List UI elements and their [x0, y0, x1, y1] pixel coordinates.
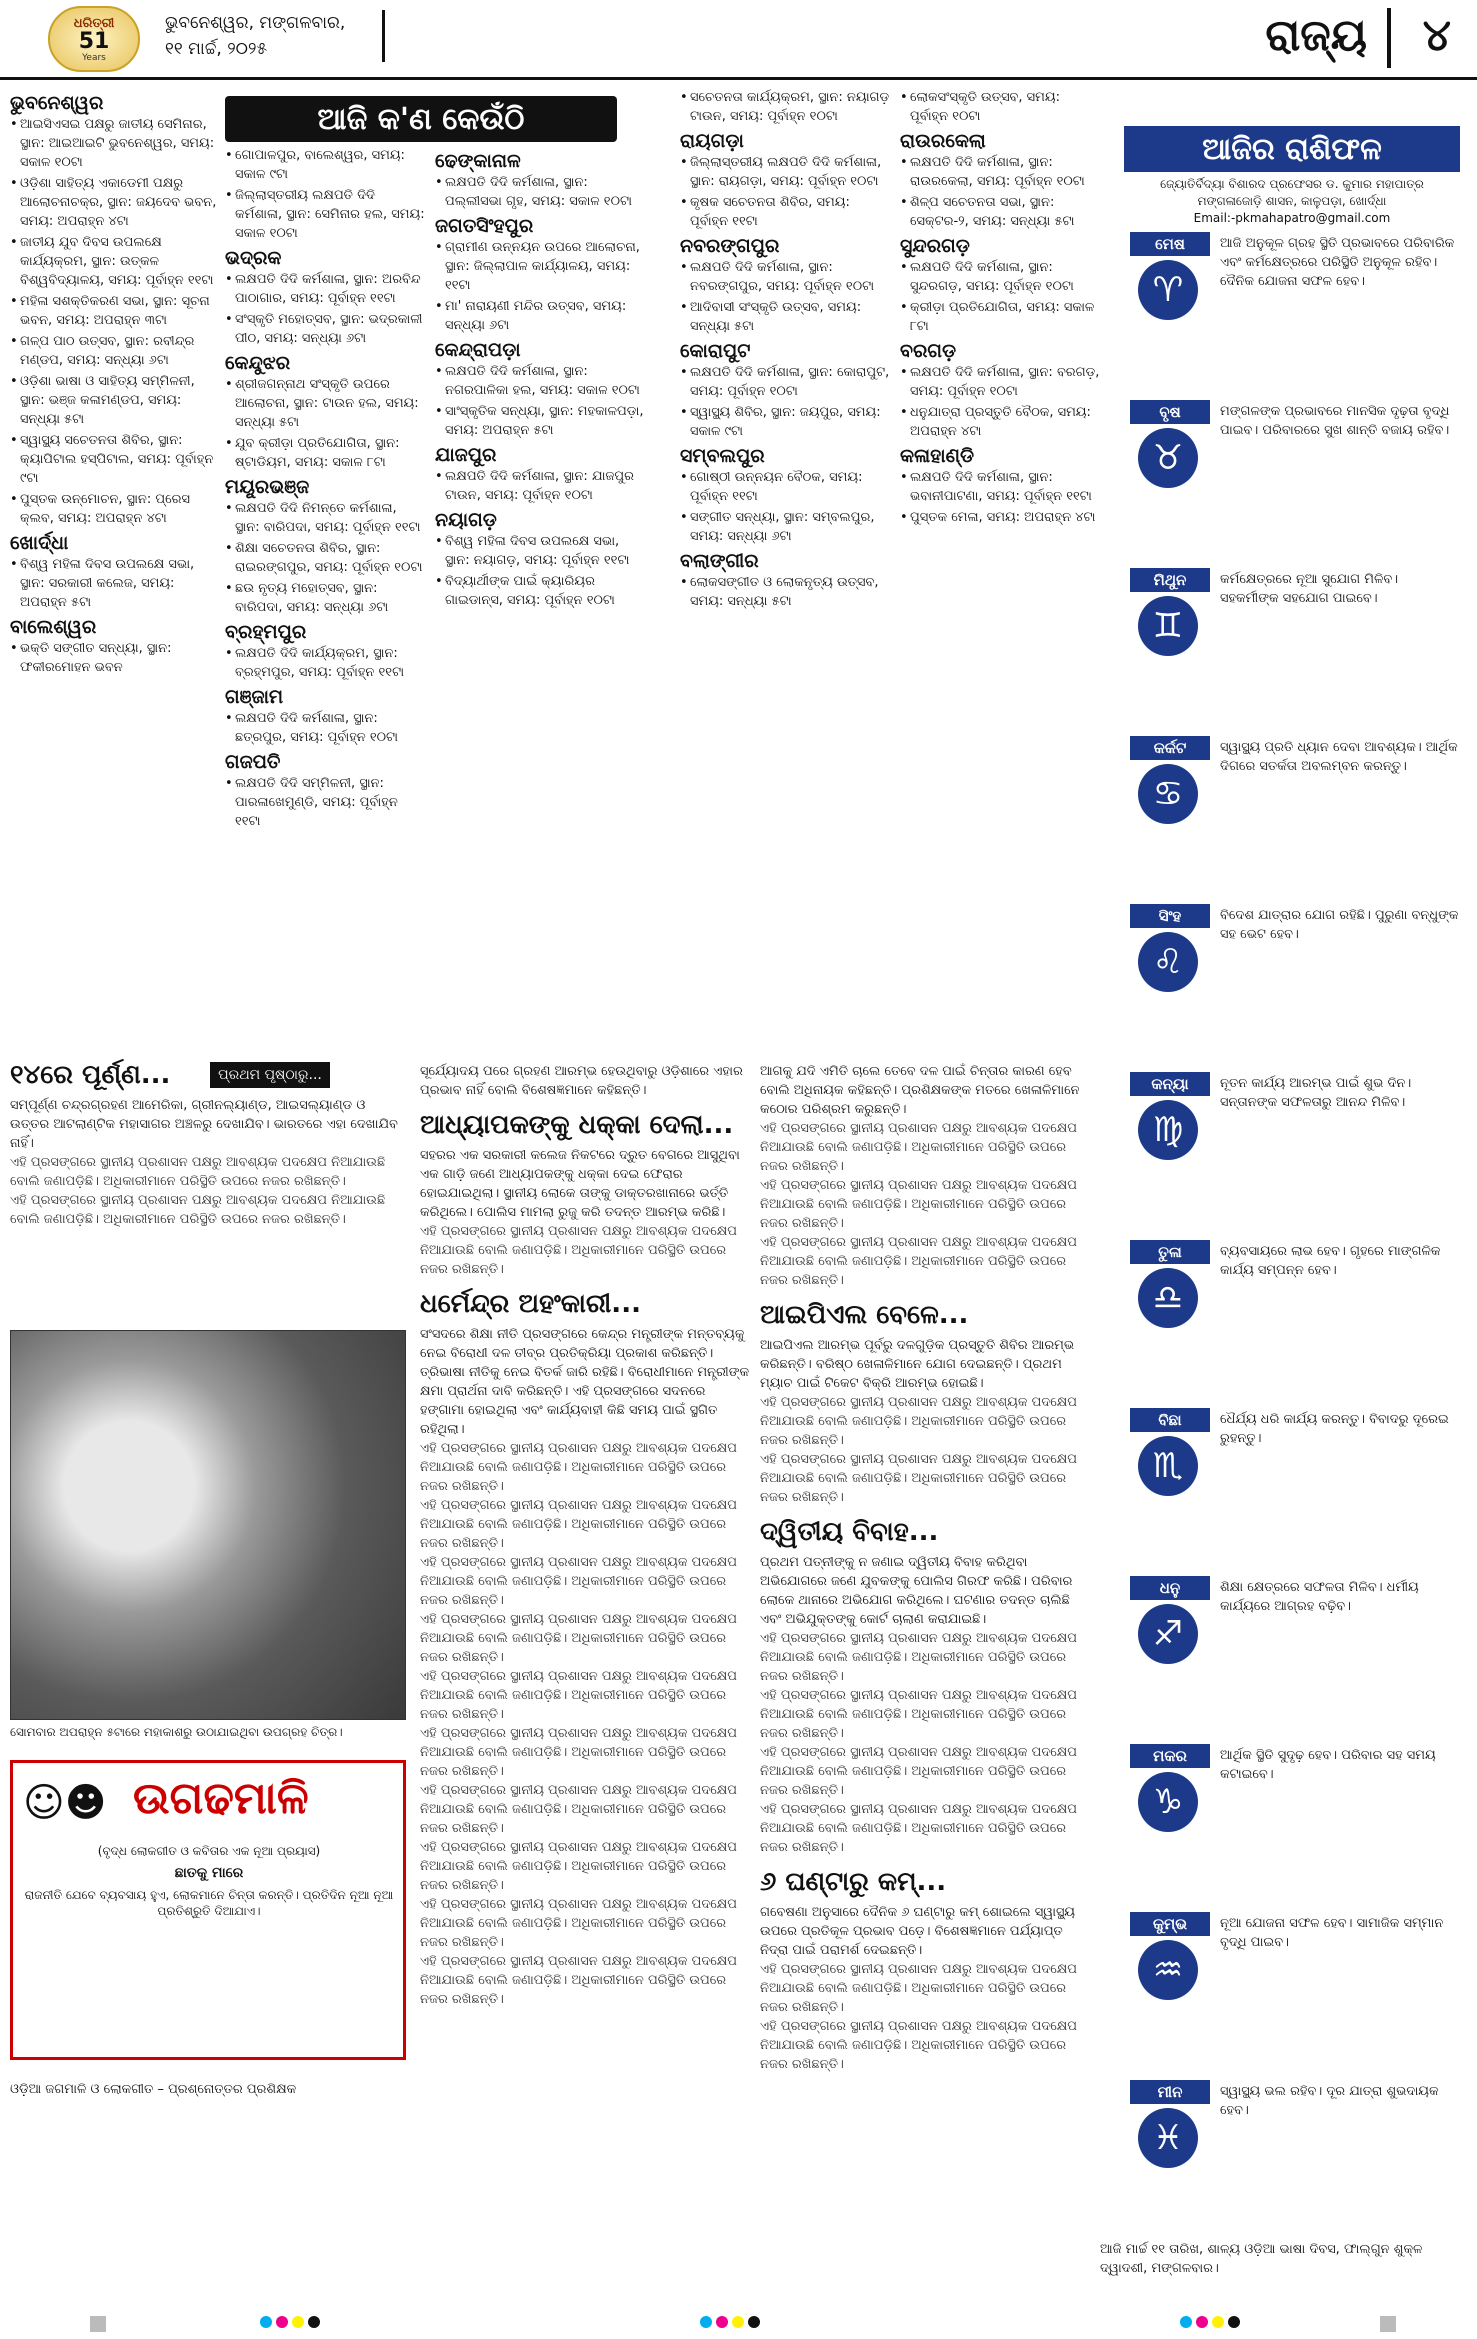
- zodiac-symbol-icon: ♋: [1138, 764, 1198, 824]
- event-item: • ସ୍ୱାସ୍ଥ୍ୟ ଶିବିର, ସ୍ଥାନ: ଜୟପୁର, ସମୟ: ସକାଳ ୯ଟା: [680, 403, 890, 441]
- zodiac-sign: [1100, 568, 1460, 740]
- article-body: [10, 1096, 406, 1324]
- article-text: ଏହି ପ୍ରସଙ୍ଗରେ ସ୍ଥାନୀୟ ପ୍ରଶାସନ ପକ୍ଷରୁ ଆବଶ୍ୟକ ପଦକ୍ଷେପ ନିଆଯାଉଛି ବୋଲି ଜଣାପଡ଼ିଛି। ଅଧିକାରୀମାନେ ପରିସ୍ଥିତି ଉପରେ ନଜର ରଖିଛନ୍ତି।: [760, 1688, 1078, 1741]
- comic-subtitle-text: (ବୃଦ୍ଧ ଲୋକଗୀତ ଓ କବିତାର ଏକ ନୂଆ ପ୍ରୟାସ): [97, 1844, 321, 1858]
- events-banner: ଆଜି କ'ଣ କେଉଁଠି: [225, 96, 617, 142]
- event-item: • ପୁସ୍ତକ ମେଳା, ସମୟ: ଅପରାହ୍ନ ୪ଟା: [900, 508, 1100, 527]
- zodiac-name: ମକର: [1130, 1744, 1210, 1768]
- city-heading: ରାୟଗଡ଼ା: [680, 130, 744, 152]
- event-item: • ଲକ୍ଷପତି ଦିଦି କର୍ମଶାଳା, ସ୍ଥାନ: ରାଉରକେଲା, ସମୟ: ପୂର୍ବାହ୍ନ ୧୦ଟା: [900, 153, 1100, 191]
- event-item: • ଲକ୍ଷପତି ଦିଦି କର୍ମଶାଳା, ସ୍ଥାନ: ବରଗଡ଼, ସମୟ: ପୂର୍ବାହ୍ନ ୧୦ଟା: [900, 363, 1100, 401]
- article-text: ଏହି ପ୍ରସଙ୍ଗରେ ସ୍ଥାନୀୟ ପ୍ରଶାସନ ପକ୍ଷରୁ ଆବଶ୍ୟକ ପଦକ୍ଷେପ ନିଆଯାଉଛି ବୋଲି ଜଣାପଡ଼ିଛି। ଅଧିକାରୀମାନେ ପରିସ୍ଥିତି ଉପରେ ନଜର ରଖିଛନ୍ତି।: [420, 1726, 738, 1779]
- logo-badge: [48, 6, 140, 72]
- city-heading: ଯାଜପୁର: [435, 444, 497, 466]
- city-heading: କେନ୍ଦ୍ରାପଡ଼ା: [435, 339, 521, 361]
- dateline-place: ଭୁବନେଶ୍ୱର, ମଙ୍ଗଳବାର,: [165, 13, 346, 33]
- event-item: • ଭକ୍ତି ସଙ୍ଗୀତ ସନ୍ଧ୍ୟା, ସ୍ଥାନ: ଫକୀରମୋହନ ଭବନ: [10, 639, 218, 677]
- article-subhead: ଆଧ୍ୟାପକଙ୍କୁ ଧକ୍କା ଦେଲା...: [420, 1110, 734, 1140]
- event-item: • ଜାତୀୟ ଯୁବ ଦିବସ ଉପଲକ୍ଷେ କାର୍ଯ୍ୟକ୍ରମ, ସ୍ଥାନ: ଉତ୍କଳ ବିଶ୍ୱବିଦ୍ୟାଳୟ, ସମୟ: ପୂର୍ବାହ୍ନ ୧୧ଟା: [10, 233, 218, 290]
- event-item: • ଆଦିବାସୀ ସଂସ୍କୃତି ଉତ୍ସବ, ସମୟ: ସନ୍ଧ୍ୟା ୫ଟା: [680, 298, 890, 336]
- event-item: • ପୁସ୍ତକ ଉନ୍ମୋଚନ, ସ୍ଥାନ: ପ୍ରେସ କ୍ଲବ, ସମୟ: ଅପରାହ୍ନ ୪ଟା: [10, 490, 218, 528]
- event-item: • ଗଳ୍ପ ପାଠ ଉତ୍ସବ, ସ୍ଥାନ: ରବୀନ୍ଦ୍ର ମଣ୍ଡପ, ସମୟ: ସନ୍ଧ୍ୟା ୬ଟା: [10, 332, 218, 370]
- credit-email: Email:-pkmahapatro@gmail.com: [1193, 211, 1391, 225]
- article-subhead: ୬ ଘଣ୍ଟାରୁ କମ୍...: [760, 1867, 947, 1897]
- city-heading: ଗଜପତି: [225, 751, 281, 773]
- zodiac-sign: [1100, 400, 1460, 572]
- event-item: • ମା' ନାରାୟଣୀ ମନ୍ଦିର ଉତ୍ସବ, ସମୟ: ସନ୍ଧ୍ୟା ୬ଟା: [435, 297, 645, 335]
- satellite-weather-map: [10, 1330, 406, 1720]
- event-item: • ଲୋକସଙ୍ଗୀତ ଓ ଲୋକନୃତ୍ୟ ଉତ୍ସବ, ସମୟ: ସନ୍ଧ୍ୟା ୫ଟା: [680, 573, 890, 611]
- event-item: • ସଚେତନତା କାର୍ଯ୍ୟକ୍ରମ, ସ୍ଥାନ: ନୟାଗଡ଼ ଟାଉନ, ସମୟ: ପୂର୍ବାହ୍ନ ୧୦ଟା: [680, 88, 890, 126]
- event-item: • ଶିକ୍ଷା ସଚେତନତା ଶିବିର, ସ୍ଥାନ: ରାଇରଙ୍ଗପୁର, ସମୟ: ପୂର୍ବାହ୍ନ ୧୦ଟା: [225, 539, 425, 577]
- cmyk-dots-icon: [700, 2316, 760, 2332]
- event-item: • ଲକ୍ଷପତି ଦିଦି କର୍ମଶାଳା, ସ୍ଥାନ: ନବରଙ୍ଗପୁର, ସମୟ: ପୂର୍ବାହ୍ନ ୧୦ଟା: [680, 258, 890, 296]
- article-text: ଆଇପିଏଲ ଆରମ୍ଭ ପୂର୍ବରୁ ଦଳଗୁଡ଼ିକ ପ୍ରସ୍ତୁତି ଶିବିର ଆରମ୍ଭ କରିଛନ୍ତି। ବରିଷ୍ଠ ଖେଳାଳିମାନେ ଯୋଗ ଦେଇଛନ୍ତି। ପ୍ରଥମ ମ୍ୟାଚ ପାଇଁ ଟିକେଟ ବିକ୍ରି ଆରମ୍ଭ ହୋଇଛି।: [760, 1338, 1075, 1391]
- event-item: • ଶ୍ରୀଜଗନ୍ନାଥ ସଂସ୍କୃତି ଉପରେ ଆଲୋଚନା, ସ୍ଥାନ: ଟାଉନ ହଲ, ସମୟ: ସନ୍ଧ୍ୟା ୫ଟା: [225, 375, 425, 432]
- city-heading: ନବରଙ୍ଗପୁର: [680, 235, 780, 257]
- event-item: • ସ୍ୱାସ୍ଥ୍ୟ ସଚେତନତା ଶିବିର, ସ୍ଥାନ: କ୍ୟାପିଟାଲ ହସ୍ପିଟାଲ, ସମୟ: ପୂର୍ବାହ୍ନ ୯ଟା: [10, 431, 218, 488]
- events-column: [900, 88, 1100, 1048]
- zodiac-symbol-icon: ♍: [1138, 1100, 1198, 1160]
- event-item: • ଲୋକସଂସ୍କୃତି ଉତ୍ସବ, ସମୟ: ପୂର୍ବାହ୍ନ ୧୦ଟା: [900, 88, 1100, 126]
- zodiac-prediction: ଆର୍ଥିକ ସ୍ଥିତି ସୁଦୃଢ଼ ହେବ। ପରିବାର ସହ ସମୟ କଟାଇବେ।: [1220, 1748, 1436, 1782]
- event-item: • ଲକ୍ଷପତି ଦିଦି କର୍ମଶାଳା, ସ୍ଥାନ: ସୁନ୍ଦରଗଡ଼, ସମୟ: ପୂର୍ବାହ୍ନ ୧୦ଟା: [900, 258, 1100, 296]
- city-heading: ରାଉରକେଲା: [900, 130, 986, 152]
- event-item: • ଛଉ ନୃତ୍ୟ ମହୋତ୍ସବ, ସ୍ଥାନ: ବାରିପଦା, ସମୟ: ସନ୍ଧ୍ୟା ୬ଟା: [225, 579, 425, 617]
- event-item: • ଧନୁଯାତ୍ରା ପ୍ରସ୍ତୁତି ବୈଠକ, ସମୟ: ଅପରାହ୍ନ ୪ଟା: [900, 403, 1100, 441]
- zodiac-symbol-icon: ♏: [1138, 1436, 1198, 1496]
- event-item: • ଲକ୍ଷପତି ଦିଦି ସମ୍ମିଳନୀ, ସ୍ଥାନ: ପାରଳାଖେମୁଣ୍ଡି, ସମୟ: ପୂର୍ବାହ୍ନ ୧୧ଟା: [225, 774, 425, 831]
- comic-box: [10, 1760, 406, 2060]
- event-item: • କ୍ରୀଡ଼ା ପ୍ରତିଯୋଗିତା, ସମୟ: ସକାଳ ୮ଟା: [900, 298, 1100, 336]
- event-item: • ଲକ୍ଷପତି ଦିଦି ନିମନ୍ତେ କର୍ମଶାଳା, ସ୍ଥାନ: ବାରିପଦା, ସମୟ: ପୂର୍ବାହ୍ନ ୧୧ଟା: [225, 499, 425, 537]
- comic-byline: ଓଡ଼ିଆ ଜଗମାଳି ଓ ଲୋକଗୀତ – ପ୍ରଶ୍ନୋତ୍ତର ପ୍ରଶିକ୍ଷକ: [10, 2082, 297, 2097]
- zodiac-prediction: ବିଦେଶ ଯାତ୍ରାର ଯୋଗ ରହିଛି। ପୁରୁଣା ବନ୍ଧୁଙ୍କ ସହ ଭେଟ ହେବ।: [1220, 908, 1459, 942]
- dateline: [165, 10, 385, 62]
- article-text: ଏହି ପ୍ରସଙ୍ଗରେ ସ୍ଥାନୀୟ ପ୍ରଶାସନ ପକ୍ଷରୁ ଆବଶ୍ୟକ ପଦକ୍ଷେପ ନିଆଯାଉଛି ବୋଲି ଜଣାପଡ଼ିଛି। ଅଧିକାରୀମାନେ ପରିସ୍ଥିତି ଉପରେ ନଜର ରଖିଛନ୍ତି।: [760, 1452, 1078, 1505]
- zodiac-name: ମିଥୁନ: [1130, 568, 1210, 592]
- masthead: [0, 0, 1477, 80]
- article-text: ସଂସଦରେ ଶିକ୍ଷା ନୀତି ପ୍ରସଙ୍ଗରେ କେନ୍ଦ୍ର ମନ୍ତ୍ରୀଙ୍କ ମନ୍ତବ୍ୟକୁ ନେଇ ବିରୋଧୀ ଦଳ ତୀବ୍ର ପ୍ରତିକ୍ରିୟା ପ୍ରକାଶ କରିଛନ୍ତି। ତ୍ରିଭାଷା ନୀତିକୁ ନେଇ ବିତର୍କ ଜାରି ରହିଛି। ବିରୋଧୀମାନେ ମନ୍ତ୍ରୀଙ୍କ କ୍ଷମା ପ୍ରାର୍ଥନା ଦାବି କରିଛନ୍ତି। ଏହି ପ୍ରସଙ୍ଗରେ ସଦନରେ ହଙ୍ଗାମା ହୋଇଥିଲା ଏବଂ କାର୍ଯ୍ୟବାହୀ କିଛି ସମୟ ପାଇଁ ସ୍ଥଗିତ ରହିଥିଲା।: [420, 1327, 750, 1437]
- zodiac-sign: [1100, 904, 1460, 1076]
- article-text: ସୂର୍ଯ୍ୟୋଦୟ ପରେ ଗ୍ରହଣ ଆରମ୍ଭ ହେଉଥିବାରୁ ଓଡ଼ିଶାରେ ଏହାର ପ୍ରଭାବ ନାହିଁ ବୋଲି ବିଶେଷଜ୍ଞମାନେ କହିଛନ୍ତି।: [420, 1064, 743, 1098]
- zodiac-sign: [1100, 2080, 1460, 2252]
- article-text: ଏହି ପ୍ରସଙ୍ଗରେ ସ୍ଥାନୀୟ ପ୍ରଶାସନ ପକ୍ଷରୁ ଆବଶ୍ୟକ ପଦକ୍ଷେପ ନିଆଯାଉଛି ବୋଲି ଜଣାପଡ଼ିଛି। ଅଧିକାରୀମାନେ ପରିସ୍ଥିତି ଉପରେ ନଜର ରଖିଛନ୍ତି।: [760, 1395, 1078, 1448]
- article-text: ସହରର ଏକ ସରକାରୀ କଲେଜ ନିକଟରେ ଦ୍ରୁତ ବେଗରେ ଆସୁଥିବା ଏକ ଗାଡ଼ି ଜଣେ ଆଧ୍ୟାପକଙ୍କୁ ଧକ୍କା ଦେଇ ଫେରାର ହୋଇଯାଇଥିଲା। ସ୍ଥାନୀୟ ଲୋକେ ତାଙ୍କୁ ଡାକ୍ତରଖାନାରେ ଭର୍ତ୍ତି କରିଥିଲେ। ପୋଲିସ ମାମଲା ରୁଜୁ କରି ତଦନ୍ତ ଆରମ୍ଭ କରିଛି।: [420, 1148, 740, 1220]
- horoscope-credit: [1124, 176, 1460, 227]
- zodiac-prediction: ବ୍ୟବସାୟରେ ଲାଭ ହେବ। ଗୃହରେ ମାଙ୍ଗଳିକ କାର୍ଯ୍ୟ ସମ୍ପନ୍ନ ହେବ।: [1220, 1244, 1441, 1278]
- article-text: ଏହି ପ୍ରସଙ୍ଗରେ ସ୍ଥାନୀୟ ପ୍ରଶାସନ ପକ୍ଷରୁ ଆବଶ୍ୟକ ପଦକ୍ଷେପ ନିଆଯାଉଛି ବୋଲି ଜଣାପଡ଼ିଛି। ଅଧିକାରୀମାନେ ପରିସ୍ଥିତି ଉପରେ ନଜର ରଖିଛନ୍ତି।: [760, 1631, 1078, 1684]
- comic-title: ଉଗଢମାଳି: [133, 1773, 309, 1824]
- city-heading: ନୟାଗଡ଼: [435, 509, 497, 531]
- article-text: ଏହି ପ୍ରସଙ୍ଗରେ ସ୍ଥାନୀୟ ପ୍ରଶାସନ ପକ୍ଷରୁ ଆବଶ୍ୟକ ପଦକ୍ଷେପ ନିଆଯାଉଛି ବୋଲି ଜଣାପଡ଼ିଛି। ଅଧିକାରୀମାନେ ପରିସ୍ଥିତି ଉପରେ ନଜର ରଖିଛନ୍ତି।: [420, 1612, 738, 1665]
- article-text: ଏହି ପ୍ରସଙ୍ଗରେ ସ୍ଥାନୀୟ ପ୍ରଶାସନ ପକ୍ଷରୁ ଆବଶ୍ୟକ ପଦକ୍ଷେପ ନିଆଯାଉଛି ବୋଲି ଜଣାପଡ଼ିଛି। ଅଧିକାରୀମାନେ ପରିସ୍ଥିତି ଉପରେ ନଜର ରଖିଛନ୍ତି।: [760, 1235, 1078, 1288]
- event-item: • ଗୋଷ୍ଠୀ ଉନ୍ନୟନ ବୈଠକ, ସମୟ: ପୂର୍ବାହ୍ନ ୧୧ଟା: [680, 468, 890, 506]
- zodiac-symbol-icon: ♌: [1138, 932, 1198, 992]
- article-headline: ୧୪ରେ ପୂର୍ଣ୍ଣ...: [10, 1060, 171, 1090]
- event-item: • ଓଡ଼ିଶା ସାହିତ୍ୟ ଏକାଡେମୀ ପକ୍ଷରୁ ଆଲୋଚନାଚକ୍ର, ସ୍ଥାନ: ଜୟଦେବ ଭବନ, ସମୟ: ଅପରାହ୍ନ ୪ଟା: [10, 174, 218, 231]
- article-text: ଏହି ପ୍ରସଙ୍ଗରେ ସ୍ଥାନୀୟ ପ୍ରଶାସନ ପକ୍ଷରୁ ଆବଶ୍ୟକ ପଦକ୍ଷେପ ନିଆଯାଉଛି ବୋଲି ଜଣାପଡ଼ିଛି। ଅଧିକାରୀମାନେ ପରିସ୍ଥିତି ଉପରେ ନଜର ରଖିଛନ୍ତି।: [420, 1555, 738, 1608]
- events-column: [10, 88, 218, 1048]
- article-text: ଏହି ପ୍ରସଙ୍ଗରେ ସ୍ଥାନୀୟ ପ୍ରଶାସନ ପକ୍ଷରୁ ଆବଶ୍ୟକ ପଦକ୍ଷେପ ନିଆଯାଉଛି ବୋଲି ଜଣାପଡ଼ିଛି। ଅଧିକାରୀମାନେ ପରିସ୍ଥିତି ଉପରେ ନଜର ରଖିଛନ୍ତି।: [760, 1178, 1078, 1231]
- zodiac-name: ବୃଷ: [1130, 400, 1210, 424]
- event-item: • ଲକ୍ଷପତି ଦିଦି କର୍ମଶାଳା, ସ୍ଥାନ: ଅରବିନ୍ଦ ପାଠାଗାର, ସମୟ: ପୂର୍ବାହ୍ନ ୧୧ଟା: [225, 270, 425, 308]
- brand-name: ଧରିତ୍ରୀ: [73, 15, 115, 31]
- zodiac-sign: [1100, 232, 1460, 404]
- event-item: • ବିଶ୍ୱ ମହିଳା ଦିବସ ଉପଲକ୍ଷେ ସଭା, ସ୍ଥାନ: ସରକାରୀ କଲେଜ, ସମୟ: ଅପରାହ୍ନ ୫ଟା: [10, 555, 218, 612]
- zodiac-name: ତୁଳା: [1130, 1240, 1210, 1264]
- event-item: • ଲକ୍ଷପତି ଦିଦି କାର୍ଯ୍ୟକ୍ରମ, ସ୍ଥାନ: ବ୍ରହ୍ମପୁର, ସମୟ: ପୂର୍ବାହ୍ନ ୧୧ଟା: [225, 644, 425, 682]
- article-text: ଏହି ପ୍ରସଙ୍ଗରେ ସ୍ଥାନୀୟ ପ୍ରଶାସନ ପକ୍ଷରୁ ଆବଶ୍ୟକ ପଦକ୍ଷେପ ନିଆଯାଉଛି ବୋଲି ଜଣାପଡ଼ିଛି। ଅଧିକାରୀମାନେ ପରିସ୍ଥିତି ଉପରେ ନଜର ରଖିଛନ୍ତି।: [420, 1954, 738, 2007]
- event-item: • ଓଡ଼ିଶା ଭାଷା ଓ ସାହିତ୍ୟ ସମ୍ମିଳନୀ, ସ୍ଥାନ: ଭଞ୍ଜ କଳାମଣ୍ଡପ, ସମୟ: ସନ୍ଧ୍ୟା ୫ଟା: [10, 372, 218, 429]
- zodiac-prediction: ମଙ୍ଗଳଙ୍କ ପ୍ରଭାବରେ ମାନସିକ ଦୃଢ଼ତା ବୃଦ୍ଧି ପାଇବ। ପରିବାରରେ ସୁଖ ଶାନ୍ତି ବଜାୟ ରହିବ।: [1220, 404, 1450, 438]
- zodiac-sign: [1100, 1576, 1460, 1748]
- article-text: ଏହି ପ୍ରସଙ୍ଗରେ ସ୍ଥାନୀୟ ପ୍ରଶାସନ ପକ୍ଷରୁ ଆବଶ୍ୟକ ପଦକ୍ଷେପ ନିଆଯାଉଛି ବୋଲି ଜଣାପଡ଼ିଛି। ଅଧିକାରୀମାନେ ପରିସ୍ଥିତି ଉପରେ ନଜର ରଖିଛନ୍ତି।: [10, 1193, 386, 1227]
- verse-body: ରାଜନୀତି ଯେବେ ବ୍ୟବସାୟ ହୁଏ, ଲୋକମାନେ ଚିନ୍ତା କରନ୍ତି। ପ୍ରତିଦିନ ନୂଆ ନୂଆ ପ୍ରତିଶ୍ରୁତି ଦିଆଯାଏ।: [24, 1888, 394, 1918]
- verse-title: ଛାତକୁ ମାରେ: [174, 1865, 244, 1881]
- zodiac-sign: [1100, 736, 1460, 908]
- calendar-note: ଆଜି ମାର୍ଚ୍ଚ ୧୧ ତାରିଖ, ଶାଳ୍ୟ ଓଡ଼ିଆ ଭାଷା ଦିବସ, ଫାଲ୍‌ଗୁନ ଶୁକ୍ଳ ଦ୍ୱାଦଶୀ, ମଙ୍ଗଳବାର।: [1100, 2242, 1423, 2276]
- credit-name: ଜ୍ୟୋତିର୍ବିଦ୍ୟା ବିଶାରଦ ପ୍ରଫେସର ଡ. କୁମାର ମହାପାତ୍ର: [1160, 177, 1424, 191]
- article-subhead: ଆଇପିଏଲ ବେଳେ...: [760, 1300, 969, 1330]
- event-item: • ଲକ୍ଷପତି ଦିଦି କର୍ମଶାଳା, ସ୍ଥାନ: ନଗରପାଳିକା ହଲ, ସମୟ: ସକାଳ ୧୦ଟା: [435, 362, 645, 400]
- zodiac-symbol-icon: ♎: [1138, 1268, 1198, 1328]
- article-text: ଏହି ପ୍ରସଙ୍ଗରେ ସ୍ଥାନୀୟ ପ୍ରଶାସନ ପକ୍ଷରୁ ଆବଶ୍ୟକ ପଦକ୍ଷେପ ନିଆଯାଉଛି ବୋଲି ଜଣାପଡ଼ିଛି। ଅଧିକାରୀମାନେ ପରିସ୍ଥିତି ଉପରେ ନଜର ରଖିଛନ୍ତି।: [760, 1121, 1078, 1174]
- city-heading: ଭଦ୍ରକ: [225, 247, 282, 269]
- article-text: ଏହି ପ୍ରସଙ୍ଗରେ ସ୍ଥାନୀୟ ପ୍ରଶାସନ ପକ୍ଷରୁ ଆବଶ୍ୟକ ପଦକ୍ଷେପ ନିଆଯାଉଛି ବୋଲି ଜଣାପଡ଼ିଛି। ଅଧିକାରୀମାନେ ପରିସ୍ଥିତି ଉପରେ ନଜର ରଖିଛନ୍ତି।: [10, 1155, 386, 1189]
- map-caption: ସୋମବାର ଅପରାହ୍ନ ୫ଟାରେ ମହାକାଶରୁ ଉଠାଯାଇଥିବା ଉପଗ୍ରହ ଚିତ୍ର।: [10, 1725, 343, 1739]
- zodiac-symbol-icon: ♓: [1138, 2108, 1198, 2168]
- event-item: • ଲକ୍ଷପତି ଦିଦି କର୍ମଶାଳା, ସ୍ଥାନ: ଯାଜପୁର ଟାଉନ, ସମୟ: ପୂର୍ବାହ୍ନ ୧୦ଟା: [435, 467, 645, 505]
- page-number: ୪: [1422, 10, 1451, 61]
- city-heading: କେନ୍ଦୁଝର: [225, 352, 291, 374]
- event-item: • ଲକ୍ଷପତି ଦିଦି କର୍ମଶାଳା, ସ୍ଥାନ: କୋରାପୁଟ, ସମୟ: ପୂର୍ବାହ୍ନ ୧୦ଟା: [680, 363, 890, 401]
- events-column: [435, 146, 645, 1048]
- article-text: ଗବେଷଣା ଅନୁସାରେ ଦୈନିକ ୬ ଘଣ୍ଟାରୁ କମ୍ ଶୋଇଲେ ସ୍ୱାସ୍ଥ୍ୟ ଉପରେ ପ୍ରତିକୂଳ ପ୍ରଭାବ ପଡ଼େ। ବିଶେଷଜ୍ଞମାନେ ପର୍ଯ୍ୟାପ୍ତ ନିଦ୍ରା ପାଇଁ ପରାମର୍ଶ ଦେଇଛନ୍ତି।: [760, 1905, 1075, 1958]
- zodiac-prediction: କର୍ମକ୍ଷେତ୍ରରେ ନୂଆ ସୁଯୋଗ ମିଳିବ। ସହକର୍ମୀଙ୍କ ସହଯୋଗ ପାଇବେ।: [1220, 572, 1399, 606]
- city-heading: ଖୋର୍ଦ୍ଧା: [10, 532, 69, 554]
- city-heading: ସମ୍ବଲପୁର: [680, 445, 765, 467]
- event-item: • ମହିଳା ସଶକ୍ତିକରଣ ସଭା, ସ୍ଥାନ: ସୂଚନା ଭବନ, ସମୟ: ଅପରାହ୍ନ ୩ଟା: [10, 292, 218, 330]
- event-item: • ସଙ୍ଗୀତ ସନ୍ଧ୍ୟା, ସ୍ଥାନ: ସମ୍ବଲପୁର, ସମୟ: ସନ୍ଧ୍ୟା ୬ଟା: [680, 508, 890, 546]
- zodiac-prediction: ଶିକ୍ଷା କ୍ଷେତ୍ରରେ ସଫଳତା ମିଳିବ। ଧର୍ମୀୟ କାର୍ଯ୍ୟରେ ଆଗ୍ରହ ବଢ଼ିବ।: [1220, 1580, 1419, 1614]
- zodiac-sign: [1100, 1408, 1460, 1580]
- event-item: • ବିଦ୍ୟାର୍ଥୀଙ୍କ ପାଇଁ କ୍ୟାରିୟର ଗାଇଡାନ୍ସ, ସମୟ: ପୂର୍ବାହ୍ନ ୧୦ଟା: [435, 572, 645, 610]
- section-divider: [1387, 8, 1391, 68]
- section-title: ରାଜ୍ୟ: [1265, 10, 1367, 61]
- article-column: [420, 1062, 750, 2302]
- article-text: ଏହି ପ୍ରସଙ୍ଗରେ ସ୍ଥାନୀୟ ପ୍ରଶାସନ ପକ୍ଷରୁ ଆବଶ୍ୟକ ପଦକ୍ଷେପ ନିଆଯାଉଛି ବୋଲି ଜଣାପଡ଼ିଛି। ଅଧିକାରୀମାନେ ପରିସ୍ଥିତି ଉପରେ ନଜର ରଖିଛନ୍ତି।: [760, 1962, 1078, 2015]
- years-label: Years: [82, 52, 106, 63]
- events-column: [225, 146, 425, 1048]
- cmyk-dots-icon: [260, 2316, 320, 2332]
- zodiac-name: ବିଛା: [1130, 1408, 1210, 1432]
- article-text: ଏହି ପ୍ରସଙ୍ଗରେ ସ୍ଥାନୀୟ ପ୍ରଶାସନ ପକ୍ଷରୁ ଆବଶ୍ୟକ ପଦକ୍ଷେପ ନିଆଯାଉଛି ବୋଲି ଜଣାପଡ଼ିଛି। ଅଧିକାରୀମାନେ ପରିସ୍ଥିତି ଉପରେ ନଜର ରଖିଛନ୍ତି।: [420, 1783, 738, 1836]
- zodiac-name: ଧନୁ: [1130, 1576, 1210, 1600]
- article-text: ଏହି ପ୍ରସଙ୍ଗରେ ସ୍ଥାନୀୟ ପ୍ରଶାସନ ପକ୍ଷରୁ ଆବଶ୍ୟକ ପଦକ୍ଷେପ ନିଆଯାଉଛି ବୋଲି ଜଣାପଡ଼ିଛି। ଅଧିକାରୀମାନେ ପରିସ୍ଥିତି ଉପରେ ନଜର ରଖିଛନ୍ତି।: [420, 1498, 738, 1551]
- zodiac-symbol-icon: ♈: [1138, 260, 1198, 320]
- zodiac-name: ମେଷ: [1130, 232, 1210, 256]
- cartoon-faces-icon: ☺☻: [23, 1780, 107, 1826]
- event-item: • ଲକ୍ଷପତି ଦିଦି କର୍ମଶାଳା, ସ୍ଥାନ: ଭବାନୀପାଟଣା, ସମୟ: ପୂର୍ବାହ୍ନ ୧୧ଟା: [900, 468, 1100, 506]
- zodiac-symbol-icon: ♐: [1138, 1604, 1198, 1664]
- event-item: • ଲକ୍ଷପତି ଦିଦି କର୍ମଶାଳା, ସ୍ଥାନ: ଛତ୍ରପୁର, ସମୟ: ପୂର୍ବାହ୍ନ ୧୦ଟା: [225, 709, 425, 747]
- article-text: ଏହି ପ୍ରସଙ୍ଗରେ ସ୍ଥାନୀୟ ପ୍ରଶାସନ ପକ୍ଷରୁ ଆବଶ୍ୟକ ପଦକ୍ଷେପ ନିଆଯାଉଛି ବୋଲି ଜଣାପଡ଼ିଛି। ଅଧିକାରୀମାନେ ପରିସ୍ଥିତି ଉପରେ ନଜର ରଖିଛନ୍ତି।: [420, 1897, 738, 1950]
- print-registration-marks: [0, 2310, 1477, 2339]
- reg-bar-icon: [1380, 2316, 1396, 2332]
- zodiac-sign: [1100, 1072, 1460, 1244]
- zodiac-sign: [1100, 1240, 1460, 1412]
- city-heading: ଢେଙ୍କାନାଳ: [435, 150, 521, 172]
- reg-bar-icon: [90, 2316, 106, 2332]
- zodiac-prediction: ଧୈର୍ଯ୍ୟ ଧରି କାର୍ଯ୍ୟ କରନ୍ତୁ। ବିବାଦରୁ ଦୂରେଇ ରୁହନ୍ତୁ।: [1220, 1412, 1449, 1446]
- event-item: • ଗୋପାଳପୁର, ବାଲେଶ୍ୱର, ସମୟ: ସକାଳ ୯ଟା: [225, 146, 425, 184]
- article-text: ଏହି ପ୍ରସଙ୍ଗରେ ସ୍ଥାନୀୟ ପ୍ରଶାସନ ପକ୍ଷରୁ ଆବଶ୍ୟକ ପଦକ୍ଷେପ ନିଆଯାଉଛି ବୋଲି ଜଣାପଡ଼ିଛି। ଅଧିକାରୀମାନେ ପରିସ୍ଥିତି ଉପରେ ନଜର ରଖିଛନ୍ତି।: [420, 1669, 738, 1722]
- city-heading: ବଲାଙ୍ଗୀର: [680, 550, 759, 572]
- events-column: [680, 88, 890, 1048]
- event-item: • ଯୁବ କ୍ରୀଡ଼ା ପ୍ରତିଯୋଗିତା, ସ୍ଥାନ: ଷ୍ଟାଡିୟମ, ସମୟ: ସକାଳ ୮ଟା: [225, 434, 425, 472]
- city-heading: ଭୁବନେଶ୍ୱର: [10, 92, 104, 114]
- zodiac-prediction: ନୂଆ ଯୋଜନା ସଫଳ ହେବ। ସାମାଜିକ ସମ୍ମାନ ବୃଦ୍ଧି ପାଇବ।: [1220, 1916, 1444, 1950]
- zodiac-symbol-icon: ♉: [1138, 428, 1198, 488]
- city-heading: ବାଲେଶ୍ୱର: [10, 616, 97, 638]
- article-text: ସମ୍ପୂର୍ଣ୍ଣ ଚନ୍ଦ୍ରଗ୍ରହଣ ଆମେରିକା, ଗ୍ରୀନଲ୍ୟାଣ୍ଡ, ଆଇସଲ୍ୟାଣ୍ଡ ଓ ଉତ୍ତର ଆଟଲାଣ୍ଟିକ ମହାସାଗର ଅଞ୍ଚଳରୁ ଦେଖାଯିବ। ଭାରତରେ ଏହା ଦେଖାଯିବ ନାହିଁ।: [10, 1098, 398, 1151]
- zodiac-prediction: ନୂତନ କାର୍ଯ୍ୟ ଆରମ୍ଭ ପାଇଁ ଶୁଭ ଦିନ। ସନ୍ତାନଙ୍କ ସଫଳତାରୁ ଆନନ୍ଦ ମିଳିବ।: [1220, 1076, 1412, 1110]
- event-item: • ଶିଳ୍ପ ସଚେତନତା ସଭା, ସ୍ଥାନ: ସେକ୍ଟର-୨, ସମୟ: ସନ୍ଧ୍ୟା ୫ଟା: [900, 193, 1100, 231]
- event-item: • କୃଷକ ସଚେତନତା ଶିବିର, ସମୟ: ପୂର୍ବାହ୍ନ ୧୧ଟା: [680, 193, 890, 231]
- article-text: ପ୍ରଥମ ପତ୍ନୀଙ୍କୁ ନ ଜଣାଇ ଦ୍ୱିତୀୟ ବିବାହ କରିଥିବା ଅଭିଯୋଗରେ ଜଣେ ଯୁବକଙ୍କୁ ପୋଲିସ ଗିରଫ କରିଛି। ପରିବାର ଲୋକେ ଥାନାରେ ଅଭିଯୋଗ କରିଥିଲେ। ଘଟଣାର ତଦନ୍ତ ଚାଲିଛି ଏବଂ ଅଭିଯୁକ୍ତଙ୍କୁ କୋର୍ଟ ଚାଲାଣ କରାଯାଇଛି।: [760, 1555, 1073, 1627]
- zodiac-name: କୁମ୍ଭ: [1130, 1912, 1210, 1936]
- zodiac-sign: [1100, 1912, 1460, 2084]
- article-subhead: ଦ୍ୱିତୀୟ ବିବାହ...: [760, 1517, 939, 1547]
- event-item: • ଲକ୍ଷପତି ଦିଦି କର୍ମଶାଳା, ସ୍ଥାନ: ପଲ୍ଲୀସଭା ଗୃହ, ସମୟ: ସକାଳ ୧୦ଟା: [435, 173, 645, 211]
- article-text: ଏହି ପ୍ରସଙ୍ଗରେ ସ୍ଥାନୀୟ ପ୍ରଶାସନ ପକ୍ଷରୁ ଆବଶ୍ୟକ ପଦକ୍ଷେପ ନିଆଯାଉଛି ବୋଲି ଜଣାପଡ଼ିଛି। ଅଧିକାରୀମାନେ ପରିସ୍ଥିତି ଉପରେ ନଜର ରଖିଛନ୍ତି।: [420, 1441, 738, 1494]
- zodiac-sign: [1100, 1744, 1460, 1916]
- event-item: • ସାଂସ୍କୃତିକ ସନ୍ଧ୍ୟା, ସ୍ଥାନ: ମହକାଳପଡ଼ା, ସମୟ: ଅପରାହ୍ନ ୫ଟା: [435, 402, 645, 440]
- zodiac-symbol-icon: ♒: [1138, 1940, 1198, 2000]
- zodiac-name: ସିଂହ: [1130, 904, 1210, 928]
- article-text: ଏହି ପ୍ରସଙ୍ଗରେ ସ୍ଥାନୀୟ ପ୍ରଶାସନ ପକ୍ଷରୁ ଆବଶ୍ୟକ ପଦକ୍ଷେପ ନିଆଯାଉଛି ବୋଲି ଜଣାପଡ଼ିଛି। ଅଧିକାରୀମାନେ ପରିସ୍ଥିତି ଉପରେ ନଜର ରଖିଛନ୍ତି।: [420, 1224, 738, 1277]
- city-heading: ବରଗଡ଼: [900, 340, 957, 362]
- city-heading: ମୟୂରଭଞ୍ଜ: [225, 476, 310, 498]
- article-text: ଏହି ପ୍ରସଙ୍ଗରେ ସ୍ଥାନୀୟ ପ୍ରଶାସନ ପକ୍ଷରୁ ଆବଶ୍ୟକ ପଦକ୍ଷେପ ନିଆଯାଉଛି ବୋଲି ଜଣାପଡ଼ିଛି। ଅଧିକାରୀମାନେ ପରିସ୍ଥିତି ଉପରେ ନଜର ରଖିଛନ୍ତି।: [760, 1802, 1078, 1855]
- city-heading: କଳାହାଣ୍ଡି: [900, 445, 975, 467]
- event-item: • ଜିଲ୍ଲାସ୍ତରୀୟ ଲକ୍ଷପତି ଦିଦି କର୍ମଶାଳା, ସ୍ଥାନ: ସେମିନାର ହଲ, ସମୟ: ସକାଳ ୧୦ଟା: [225, 186, 425, 243]
- zodiac-prediction: ସ୍ୱାସ୍ଥ୍ୟ ପ୍ରତି ଧ୍ୟାନ ଦେବା ଆବଶ୍ୟକ। ଆର୍ଥିକ ଦିଗରେ ସତର୍କତା ଅବଲମ୍ବନ କରନ୍ତୁ।: [1220, 740, 1458, 774]
- city-heading: ଜଗତସିଂହପୁର: [435, 215, 534, 237]
- years-number: 51: [78, 28, 110, 54]
- event-item: • ଜିଲ୍ଲାସ୍ତରୀୟ ଲକ୍ଷପତି ଦିଦି କର୍ମଶାଳା, ସ୍ଥାନ: ରାୟଗଡ଼ା, ସମୟ: ପୂର୍ବାହ୍ନ ୧୦ଟା: [680, 153, 890, 191]
- credit-address: ମଙ୍ଗଳାଜୋଡ଼ି ଶାସନ, କାଳୁପଡ଼ା, ଖୋର୍ଦ୍ଧା: [1197, 194, 1387, 208]
- article-column: [760, 1062, 1090, 2302]
- city-heading: କୋରାପୁଟ: [680, 340, 751, 362]
- front-page-ref: ପ୍ରଥମ ପୃଷ୍ଠାରୁ...: [210, 1062, 330, 1088]
- article-text: ଏହି ପ୍ରସଙ୍ଗରେ ସ୍ଥାନୀୟ ପ୍ରଶାସନ ପକ୍ଷରୁ ଆବଶ୍ୟକ ପଦକ୍ଷେପ ନିଆଯାଉଛି ବୋଲି ଜଣାପଡ଼ିଛି। ଅଧିକାରୀମାନେ ପରିସ୍ଥିତି ଉପରେ ନଜର ରଖିଛନ୍ତି।: [420, 1840, 738, 1893]
- article-text: ଆଗକୁ ଯଦି ଏମିତି ଚାଲେ ତେବେ ଦଳ ପାଇଁ ଚିନ୍ତାର କାରଣ ହେବ ବୋଲି ଅଧିନାୟକ କହିଛନ୍ତି। ପ୍ରଶିକ୍ଷକଙ୍କ ମତରେ ଖେଳାଳିମାନେ କଠୋର ପରିଶ୍ରମ କରୁଛନ୍ତି।: [760, 1064, 1080, 1117]
- zodiac-prediction: ସ୍ୱାସ୍ଥ୍ୟ ଭଲ ରହିବ। ଦୂର ଯାତ୍ରା ଶୁଭଦାୟକ ହେବ।: [1220, 2084, 1439, 2118]
- zodiac-name: କର୍କଟ: [1130, 736, 1210, 760]
- horoscope-title: ଆଜିର ରାଶିଫଳ: [1124, 126, 1460, 172]
- zodiac-name: କନ୍ୟା: [1130, 1072, 1210, 1096]
- event-item: • ଆଇସିଏସଇ ପକ୍ଷରୁ ଜାତୀୟ ସେମିନାର, ସ୍ଥାନ: ଆଇଆଇଟି ଭୁବନେଶ୍ୱର, ସମୟ: ସକାଳ ୧୦ଟା: [10, 115, 218, 172]
- dateline-date: ୧୧ ମାର୍ଚ୍ଚ, ୨୦୨୫: [165, 39, 268, 59]
- zodiac-symbol-icon: ♑: [1138, 1772, 1198, 1832]
- article-text: ଏହି ପ୍ରସଙ୍ଗରେ ସ୍ଥାନୀୟ ପ୍ରଶାସନ ପକ୍ଷରୁ ଆବଶ୍ୟକ ପଦକ୍ଷେପ ନିଆଯାଉଛି ବୋଲି ଜଣାପଡ଼ିଛି। ଅଧିକାରୀମାନେ ପରିସ୍ଥିତି ଉପରେ ନଜର ରଖିଛନ୍ତି।: [760, 1745, 1078, 1798]
- zodiac-symbol-icon: ♊: [1138, 596, 1198, 656]
- article-text: ଏହି ପ୍ରସଙ୍ଗରେ ସ୍ଥାନୀୟ ପ୍ରଶାସନ ପକ୍ଷରୁ ଆବଶ୍ୟକ ପଦକ୍ଷେପ ନିଆଯାଉଛି ବୋଲି ଜଣାପଡ଼ିଛି। ଅଧିକାରୀମାନେ ପରିସ୍ଥିତି ଉପରେ ନଜର ରଖିଛନ୍ତି।: [760, 2019, 1078, 2072]
- cmyk-dots-icon: [1180, 2316, 1240, 2332]
- event-item: • ଗ୍ରାମୀଣ ଉନ୍ନୟନ ଉପରେ ଆଲୋଚନା, ସ୍ଥାନ: ଜିଲ୍ଲାପାଳ କାର୍ଯ୍ୟାଳୟ, ସମୟ: ୧୧ଟା: [435, 238, 645, 295]
- zodiac-prediction: ଆଜି ଅନୁକୂଳ ଗ୍ରହ ସ୍ଥିତି ପ୍ରଭାବରେ ପରିବାରିକ ଏବଂ କର୍ମକ୍ଷେତ୍ରରେ ପରିସ୍ଥିତି ଅନୁକୂଳ ରହିବ। ଦୈନିକ ଯୋଜନା ସଫଳ ହେବ।: [1220, 236, 1455, 289]
- city-heading: ଗଞ୍ଜାମ: [225, 686, 284, 708]
- city-heading: ବ୍ରହ୍ମପୁର: [225, 621, 307, 643]
- zodiac-name: ମୀନ: [1130, 2080, 1210, 2104]
- city-heading: ସୁନ୍ଦରଗଡ଼: [900, 235, 970, 257]
- comic-subtitle: [23, 1843, 395, 1919]
- event-item: • ବିଶ୍ୱ ମହିଳା ଦିବସ ଉପଲକ୍ଷେ ସଭା, ସ୍ଥାନ: ନୟାଗଡ଼, ସମୟ: ପୂର୍ବାହ୍ନ ୧୧ଟା: [435, 532, 645, 570]
- article-subhead: ଧର୍ମେନ୍ଦ୍ର ଅହଂକାରୀ...: [420, 1289, 641, 1319]
- event-item: • ସଂସ୍କୃତି ମହୋତ୍ସବ, ସ୍ଥାନ: ଭଦ୍ରକାଳୀ ପୀଠ, ସମୟ: ସନ୍ଧ୍ୟା ୬ଟା: [225, 310, 425, 348]
